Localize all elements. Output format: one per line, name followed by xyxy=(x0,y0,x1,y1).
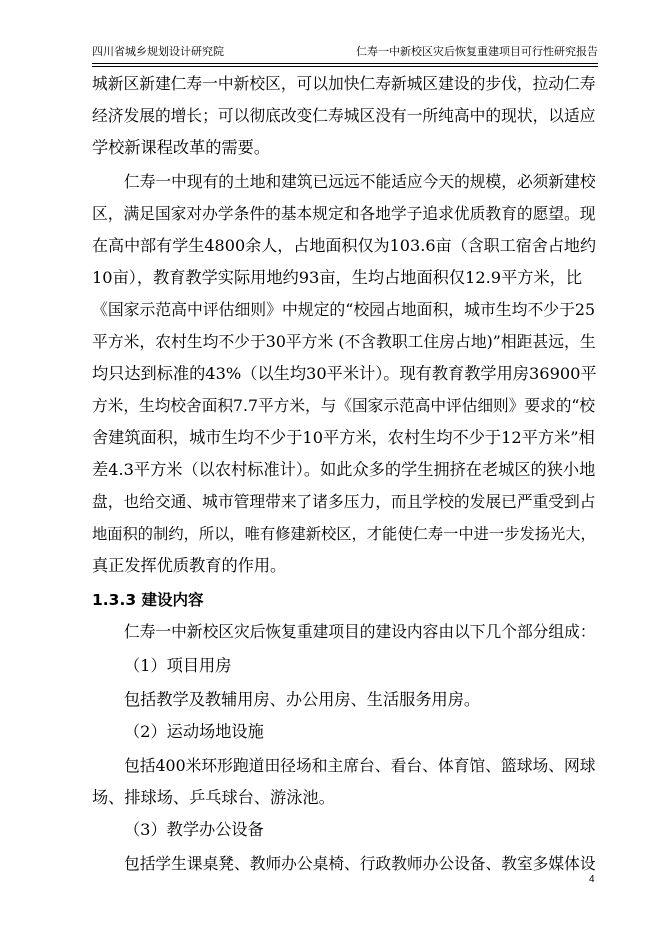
text-line: 地面积的制约，所以，唯有修建新校区，才能使仁寿一中进一步发扬光大， xyxy=(92,525,596,543)
running-header xyxy=(92,44,598,60)
text-line: 舍建筑面积，城市生均不少于10平方米，农村生均不少于12平方米”相 xyxy=(92,428,595,447)
text-line: 经济发展的增长；可以彻底改变仁寿城区没有一所纯高中的现状，以适应 xyxy=(92,106,596,125)
text-line: 在高中部有学生4800余人，占地面积仅为103.6亩（含职工宿舍占地约 xyxy=(92,236,596,255)
paragraph-first-line: 仁寿一中现有的土地和建筑已远远不能适应今天的规模，必须新建校 xyxy=(124,172,596,191)
paragraph-first-line: 包括教学及教辅用房、办公用房、生活服务用房。 xyxy=(124,690,481,709)
list-item-heading: （1）项目用房 xyxy=(124,656,232,675)
text-line: 学校新课程改革的需要。 xyxy=(92,138,271,157)
text-line: 方米，生均校舍面积7.7平方米，与《国家示范高中评估细则》要求的“校 xyxy=(92,396,596,415)
header-institution: 四川省城乡规划设计研究院 xyxy=(92,45,224,58)
page-number: 4 xyxy=(589,874,595,885)
paragraph-first-line: 包括学生课桌凳、教师办公桌椅、行政教师办公设备、教室多媒体设 xyxy=(124,854,596,873)
header-rule xyxy=(92,63,598,67)
text-line: 盘，也给交通、城市管理带来了诸多压力，而且学校的发展已严重受到占 xyxy=(92,492,596,511)
text-line: 区，满足国家对办学条件的基本规定和各地学子追求优质教育的愿望。现 xyxy=(92,204,596,223)
text-line: 均只达到标准的43%（以生均30平米计）。现有教育教学用房36900平 xyxy=(92,364,597,383)
text-line: 10亩），教育教学实际用地约93亩，生均占地面积仅12.9平方米，比 xyxy=(92,268,583,287)
text-line: 真正发挥优质教育的作用。 xyxy=(92,556,287,575)
paragraph-first-line: 包括400米环形跑道田径场和主席台、看台、体育馆、篮球场、网球 xyxy=(124,756,596,775)
text-line: 《国家示范高中评估细则》中规定的“校园占地面积，城市生均不少于25 xyxy=(92,300,596,319)
text-line: 场、排球场、乒乓球台、游泳池。 xyxy=(92,788,335,807)
section-heading: 1.3.3 建设内容 xyxy=(92,591,204,609)
header-report-title: 仁寿一中新校区灾后恢复重建项目可行性研究报告 xyxy=(356,45,598,58)
text-line: 差4.3平方米（以农村标准计）。如此众多的学生拥挤在老城区的狭小地 xyxy=(92,460,596,479)
text-line: 城新区新建仁寿一中新校区，可以加快仁寿新城区建设的步伐，拉动仁寿 xyxy=(92,74,596,93)
text-line: 平方米，农村生均不少于30平方米 (不含教职工住房占地)”相距甚远，生 xyxy=(92,332,596,351)
list-item-heading: （3）教学办公设备 xyxy=(124,820,264,839)
list-item-heading: （2）运动场地设施 xyxy=(124,722,264,741)
paragraph-first-line: 仁寿一中新校区灾后恢复重建项目的建设内容由以下几个部分组成： xyxy=(124,622,596,641)
